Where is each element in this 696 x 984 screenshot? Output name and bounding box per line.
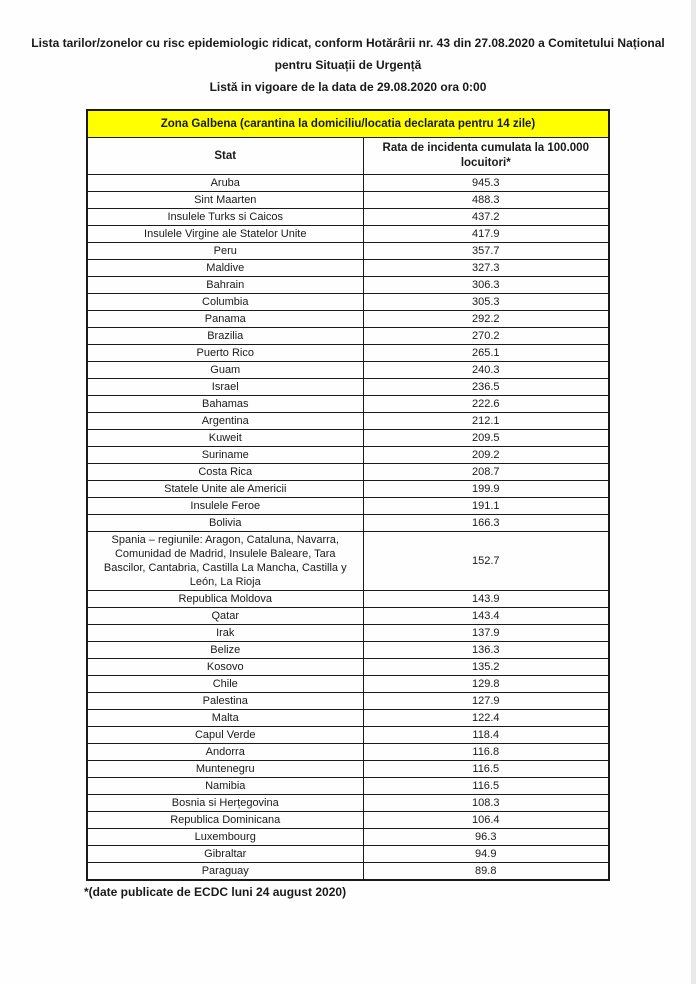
zone-header-row bbox=[87, 110, 609, 138]
stat-cell: Peru bbox=[87, 243, 363, 260]
rate-cell: 166.3 bbox=[363, 515, 609, 532]
table-row bbox=[87, 311, 609, 328]
stat-cell: Guam bbox=[87, 362, 363, 379]
table-row bbox=[87, 243, 609, 260]
table-row bbox=[87, 277, 609, 294]
rate-cell: 357.7 bbox=[363, 243, 609, 260]
table-row bbox=[87, 430, 609, 447]
table-row bbox=[87, 693, 609, 710]
stat-cell: Sint Maarten bbox=[87, 192, 363, 209]
table-row bbox=[87, 625, 609, 642]
table-row bbox=[87, 362, 609, 379]
stat-cell: Bahrain bbox=[87, 277, 363, 294]
table-row bbox=[87, 294, 609, 311]
stat-cell: Insulele Feroe bbox=[87, 498, 363, 515]
zone-header: Zona Galbena (carantina la domiciliu/locatia declarata pentru 14 zile) bbox=[87, 110, 609, 138]
stat-cell: Puerto Rico bbox=[87, 345, 363, 362]
rate-cell: 118.4 bbox=[363, 727, 609, 744]
table-row bbox=[87, 481, 609, 498]
rate-cell: 152.7 bbox=[363, 532, 609, 591]
column-header-rate: Rata de incidenta cumulata la 100.000 locuitori* bbox=[363, 138, 609, 175]
stat-cell: Suriname bbox=[87, 447, 363, 464]
stat-cell: Paraguay bbox=[87, 863, 363, 881]
stat-cell: Namibia bbox=[87, 778, 363, 795]
stat-cell: Capul Verde bbox=[87, 727, 363, 744]
rate-cell: 108.3 bbox=[363, 795, 609, 812]
stat-cell: Luxembourg bbox=[87, 829, 363, 846]
stat-cell: Bosnia si Herțegovina bbox=[87, 795, 363, 812]
table-row bbox=[87, 260, 609, 277]
rate-cell: 143.9 bbox=[363, 591, 609, 608]
rate-cell: 265.1 bbox=[363, 345, 609, 362]
stat-cell: Statele Unite ale Americii bbox=[87, 481, 363, 498]
rate-cell: 212.1 bbox=[363, 413, 609, 430]
column-header-row bbox=[87, 138, 609, 175]
table-row bbox=[87, 498, 609, 515]
stat-cell: Belize bbox=[87, 642, 363, 659]
stat-cell: Kuweit bbox=[87, 430, 363, 447]
table-row bbox=[87, 532, 609, 591]
rate-cell: 129.8 bbox=[363, 676, 609, 693]
table-row bbox=[87, 744, 609, 761]
stat-cell: Maldive bbox=[87, 260, 363, 277]
table-row bbox=[87, 846, 609, 863]
stat-cell: Costa Rica bbox=[87, 464, 363, 481]
rate-cell: 137.9 bbox=[363, 625, 609, 642]
rate-cell: 143.4 bbox=[363, 608, 609, 625]
table-row bbox=[87, 608, 609, 625]
table-row bbox=[87, 829, 609, 846]
table-row bbox=[87, 175, 609, 192]
scan-edge-shadow bbox=[691, 0, 696, 984]
column-header-stat: Stat bbox=[87, 138, 363, 175]
table-row bbox=[87, 591, 609, 608]
footnote: *(date publicate de ECDC luni 24 august 2020) bbox=[84, 885, 347, 899]
table-row bbox=[87, 192, 609, 209]
table-row bbox=[87, 379, 609, 396]
stat-cell: Bolivia bbox=[87, 515, 363, 532]
stat-cell: Insulele Virgine ale Statelor Unite bbox=[87, 226, 363, 243]
table-row bbox=[87, 447, 609, 464]
rate-cell: 270.2 bbox=[363, 328, 609, 345]
table-row bbox=[87, 795, 609, 812]
table-row bbox=[87, 396, 609, 413]
table-row bbox=[87, 761, 609, 778]
table-row bbox=[87, 778, 609, 795]
rate-cell: 116.8 bbox=[363, 744, 609, 761]
table-row bbox=[87, 642, 609, 659]
title-line-1: Lista tarilor/zonelor cu risc epidemiologic ridicat, conform Hotărârii nr. 43 din 27.08.2020 a Comitetului Național bbox=[31, 36, 665, 50]
stat-cell: Andorra bbox=[87, 744, 363, 761]
table-row bbox=[87, 209, 609, 226]
stat-cell: Chile bbox=[87, 676, 363, 693]
stat-cell: Qatar bbox=[87, 608, 363, 625]
rate-cell: 437.2 bbox=[363, 209, 609, 226]
rate-cell: 305.3 bbox=[363, 294, 609, 311]
rate-cell: 199.9 bbox=[363, 481, 609, 498]
rate-cell: 136.3 bbox=[363, 642, 609, 659]
stat-cell: Irak bbox=[87, 625, 363, 642]
rate-cell: 208.7 bbox=[363, 464, 609, 481]
table-row bbox=[87, 676, 609, 693]
table-row bbox=[87, 345, 609, 362]
stat-cell: Israel bbox=[87, 379, 363, 396]
stat-cell: Insulele Turks si Caicos bbox=[87, 209, 363, 226]
stat-cell: Argentina bbox=[87, 413, 363, 430]
rate-cell: 96.3 bbox=[363, 829, 609, 846]
stat-cell: Republica Moldova bbox=[87, 591, 363, 608]
table-body bbox=[87, 175, 609, 881]
rate-cell: 191.1 bbox=[363, 498, 609, 515]
stat-cell: Palestina bbox=[87, 693, 363, 710]
rate-cell: 292.2 bbox=[363, 311, 609, 328]
incidence-table bbox=[86, 109, 610, 881]
table-row bbox=[87, 812, 609, 829]
table-row bbox=[87, 464, 609, 481]
rate-cell: 209.5 bbox=[363, 430, 609, 447]
stat-cell: Spania – regiunile: Aragon, Cataluna, Navarra, Comunidad de Madrid, Insulele Baleare, Tara Bascilor, Cantabria, Castilla La Mancha, Castilla y León, La Rioja bbox=[87, 532, 363, 591]
rate-cell: 122.4 bbox=[363, 710, 609, 727]
rate-cell: 945.3 bbox=[363, 175, 609, 192]
table-row bbox=[87, 863, 609, 881]
stat-cell: Brazilia bbox=[87, 328, 363, 345]
stat-cell: Bahamas bbox=[87, 396, 363, 413]
table-row bbox=[87, 515, 609, 532]
rate-cell: 240.3 bbox=[363, 362, 609, 379]
rate-cell: 94.9 bbox=[363, 846, 609, 863]
rate-cell: 135.2 bbox=[363, 659, 609, 676]
stat-cell: Republica Dominicana bbox=[87, 812, 363, 829]
table-row bbox=[87, 328, 609, 345]
rate-cell: 127.9 bbox=[363, 693, 609, 710]
rate-cell: 116.5 bbox=[363, 778, 609, 795]
table-row bbox=[87, 413, 609, 430]
rate-cell: 327.3 bbox=[363, 260, 609, 277]
stat-cell: Panama bbox=[87, 311, 363, 328]
stat-cell: Kosovo bbox=[87, 659, 363, 676]
table-row bbox=[87, 727, 609, 744]
rate-cell: 89.8 bbox=[363, 863, 609, 881]
rate-cell: 106.4 bbox=[363, 812, 609, 829]
table-row bbox=[87, 710, 609, 727]
rate-cell: 417.9 bbox=[363, 226, 609, 243]
rate-cell: 116.5 bbox=[363, 761, 609, 778]
stat-cell: Gibraltar bbox=[87, 846, 363, 863]
rate-cell: 488.3 bbox=[363, 192, 609, 209]
title-line-2: pentru Situații de Urgență bbox=[274, 58, 422, 72]
table-row bbox=[87, 659, 609, 676]
rate-cell: 209.2 bbox=[363, 447, 609, 464]
stat-cell: Malta bbox=[87, 710, 363, 727]
rate-cell: 222.6 bbox=[363, 396, 609, 413]
rate-cell: 236.5 bbox=[363, 379, 609, 396]
stat-cell: Muntenegru bbox=[87, 761, 363, 778]
document-title bbox=[0, 0, 696, 76]
document-subtitle: Listă in vigoare de la data de 29.08.2020 ora 0:00 bbox=[209, 80, 487, 94]
table-row bbox=[87, 226, 609, 243]
rate-cell: 306.3 bbox=[363, 277, 609, 294]
stat-cell: Aruba bbox=[87, 175, 363, 192]
stat-cell: Columbia bbox=[87, 294, 363, 311]
